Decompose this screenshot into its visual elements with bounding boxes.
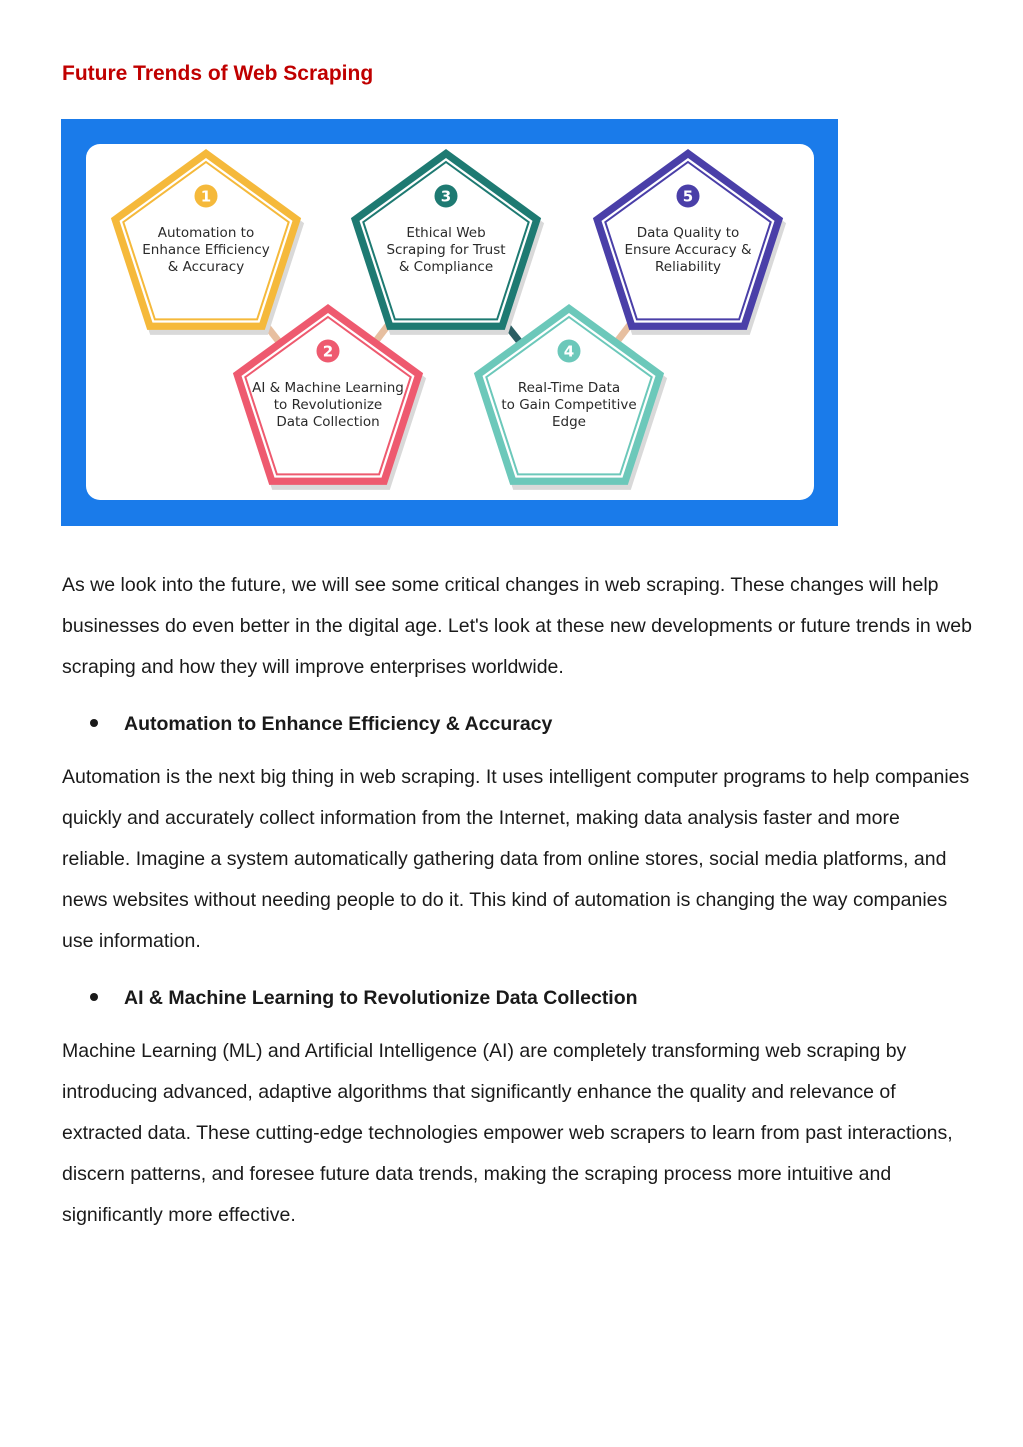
trend-label-line: Ethical Web — [406, 225, 486, 241]
trend-label-line: & Compliance — [398, 259, 494, 275]
trend-number: 4 — [563, 342, 575, 361]
trends-infographic — [61, 119, 838, 526]
trend-label-line: Reliability — [655, 259, 721, 275]
trend-number: 5 — [682, 187, 694, 206]
trend-number: 2 — [322, 342, 334, 361]
trend-number: 3 — [440, 187, 452, 206]
section-body-ai-ml: Machine Learning (ML) and Artificial Intelligence (AI) are completely transforming web scraping by introducing advanced, adaptive algorithms that significantly enhance the quality and relevance of extracted data. These cutting-edge technologies empower web scrapers to learn from past interactions, discern patterns, and foresee future data trends, making the scraping process more intuitive and significantly more effective. — [62, 1040, 953, 1226]
trend-label-line: Enhance Efficiency — [142, 242, 270, 258]
trend-label-line: Automation to — [157, 225, 255, 241]
trend-number: 1 — [200, 187, 212, 206]
bullet-icon — [90, 993, 98, 1001]
trend-label-line: AI & Machine Learning — [252, 380, 404, 396]
page-title: Future Trends of Web Scraping — [62, 62, 374, 85]
trend-label-line: Real-Time Data — [517, 380, 621, 396]
trend-label-line: Ensure Accuracy & — [624, 242, 752, 258]
bullet-icon — [90, 719, 98, 727]
infographic-canvas — [61, 119, 838, 526]
section-heading-text: AI & Machine Learning to Revolutionize Data Collection — [124, 987, 638, 1009]
trend-label-line: to Revolutionize — [273, 397, 383, 413]
trend-label-line: Data Collection — [276, 414, 380, 430]
section-heading-text: Automation to Enhance Efficiency & Accuracy — [124, 713, 553, 735]
section-heading-automation — [90, 710, 552, 738]
intro-paragraph: As we look into the future, we will see some critical changes in web scraping. These changes will help businesses do even better in the digital age. Let's look at these new developments or future trends in web scraping and how they will improve enterprises worldwide. — [62, 574, 972, 678]
trend-label-line: to Gain Competitive — [501, 397, 637, 413]
section-body-automation: Automation is the next big thing in web scraping. It uses intelligent computer programs to help companies quickly and accurately collect information from the Internet, making data analysis faster and more reliable. Imagine a system automatically gathering data from online stores, social media platforms, and news websites without needing people to do it. This kind of automation is changing the way companies use information. — [62, 766, 970, 952]
trend-label-line: Edge — [552, 414, 586, 430]
trend-label-line: Data Quality to — [636, 225, 740, 241]
trend-label-line: & Accuracy — [167, 259, 245, 275]
trend-label-line: Scraping for Trust — [386, 242, 506, 258]
section-heading-ai-ml — [90, 984, 638, 1012]
